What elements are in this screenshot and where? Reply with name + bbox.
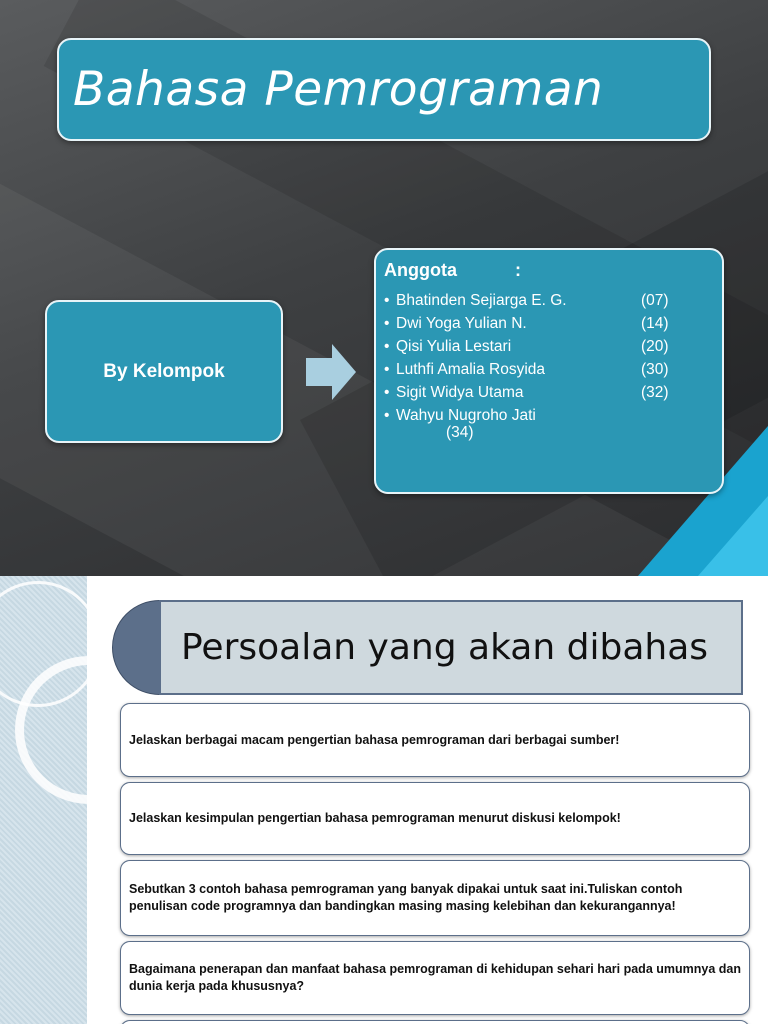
list-item: • Luthfi Amalia Rosyida (30) <box>384 358 722 381</box>
question-text: Jelaskan kesimpulan pengertian bahasa pemrograman menurut diskusi kelompok! <box>129 811 621 825</box>
member-number: (14) <box>641 315 669 332</box>
members-heading <box>384 260 722 281</box>
member-number: (07) <box>641 292 669 309</box>
list-item: • Wahyu Nugroho Jati <box>384 404 722 427</box>
questions-header <box>112 600 743 695</box>
question-item <box>120 1020 750 1024</box>
slide-title: Bahasa Pemrograman <box>73 62 604 117</box>
list-item: • Sigit Widya Utama (32) <box>384 381 722 404</box>
questions-slide <box>0 576 768 1024</box>
member-name: Luthfi Amalia Rosyida <box>396 361 546 378</box>
members-heading-label: Anggota <box>384 260 457 280</box>
member-name: Bhatinden Sejiarga E. G. <box>396 292 567 309</box>
members-heading-colon: : <box>514 260 521 280</box>
member-number: (20) <box>641 338 669 355</box>
members-box <box>374 248 724 494</box>
member-name: Sigit Widya Utama <box>396 384 524 401</box>
question-item <box>120 941 750 1015</box>
list-item: • Qisi Yulia Lestari (20) <box>384 335 722 358</box>
page-title: Persoalan yang akan dibahas <box>181 627 709 668</box>
right-arrow-icon <box>306 344 356 400</box>
side-decoration <box>0 576 87 1024</box>
list-item: • Bhatinden Sejiarga E. G. (07) <box>384 289 722 312</box>
question-text: Bagaimana penerapan dan manfaat bahasa pemrograman di kehidupan sehari hari pada umumnya dan dunia kerja pada khususnya? <box>129 962 741 993</box>
member-name: Wahyu Nugroho Jati <box>396 407 536 424</box>
question-text: Sebutkan 3 contoh bahasa pemrograman yang banyak dipakai untuk saat ini.Tuliskan contoh penulisan code programnya dan bandingkan masing masing kelebihan dan kekurangannya! <box>129 882 683 913</box>
member-name: Dwi Yoga Yulian N. <box>396 315 527 332</box>
by-group-box <box>45 300 283 443</box>
header-bar <box>159 600 743 695</box>
by-group-label: By Kelompok <box>103 360 225 382</box>
title-box <box>57 38 711 141</box>
member-name: Qisi Yulia Lestari <box>396 338 512 355</box>
corner-accent <box>698 496 768 576</box>
list-item: • Dwi Yoga Yulian N. (14) <box>384 312 722 335</box>
question-item <box>120 703 750 777</box>
member-number: (32) <box>641 384 669 401</box>
question-item <box>120 782 750 855</box>
question-text: Jelaskan berbagai macam pengertian bahasa pemrograman dari berbagai sumber! <box>129 732 620 747</box>
member-number: (34) <box>446 424 474 441</box>
question-item <box>120 860 750 936</box>
members-list <box>384 289 722 427</box>
member-number: (30) <box>641 361 669 378</box>
